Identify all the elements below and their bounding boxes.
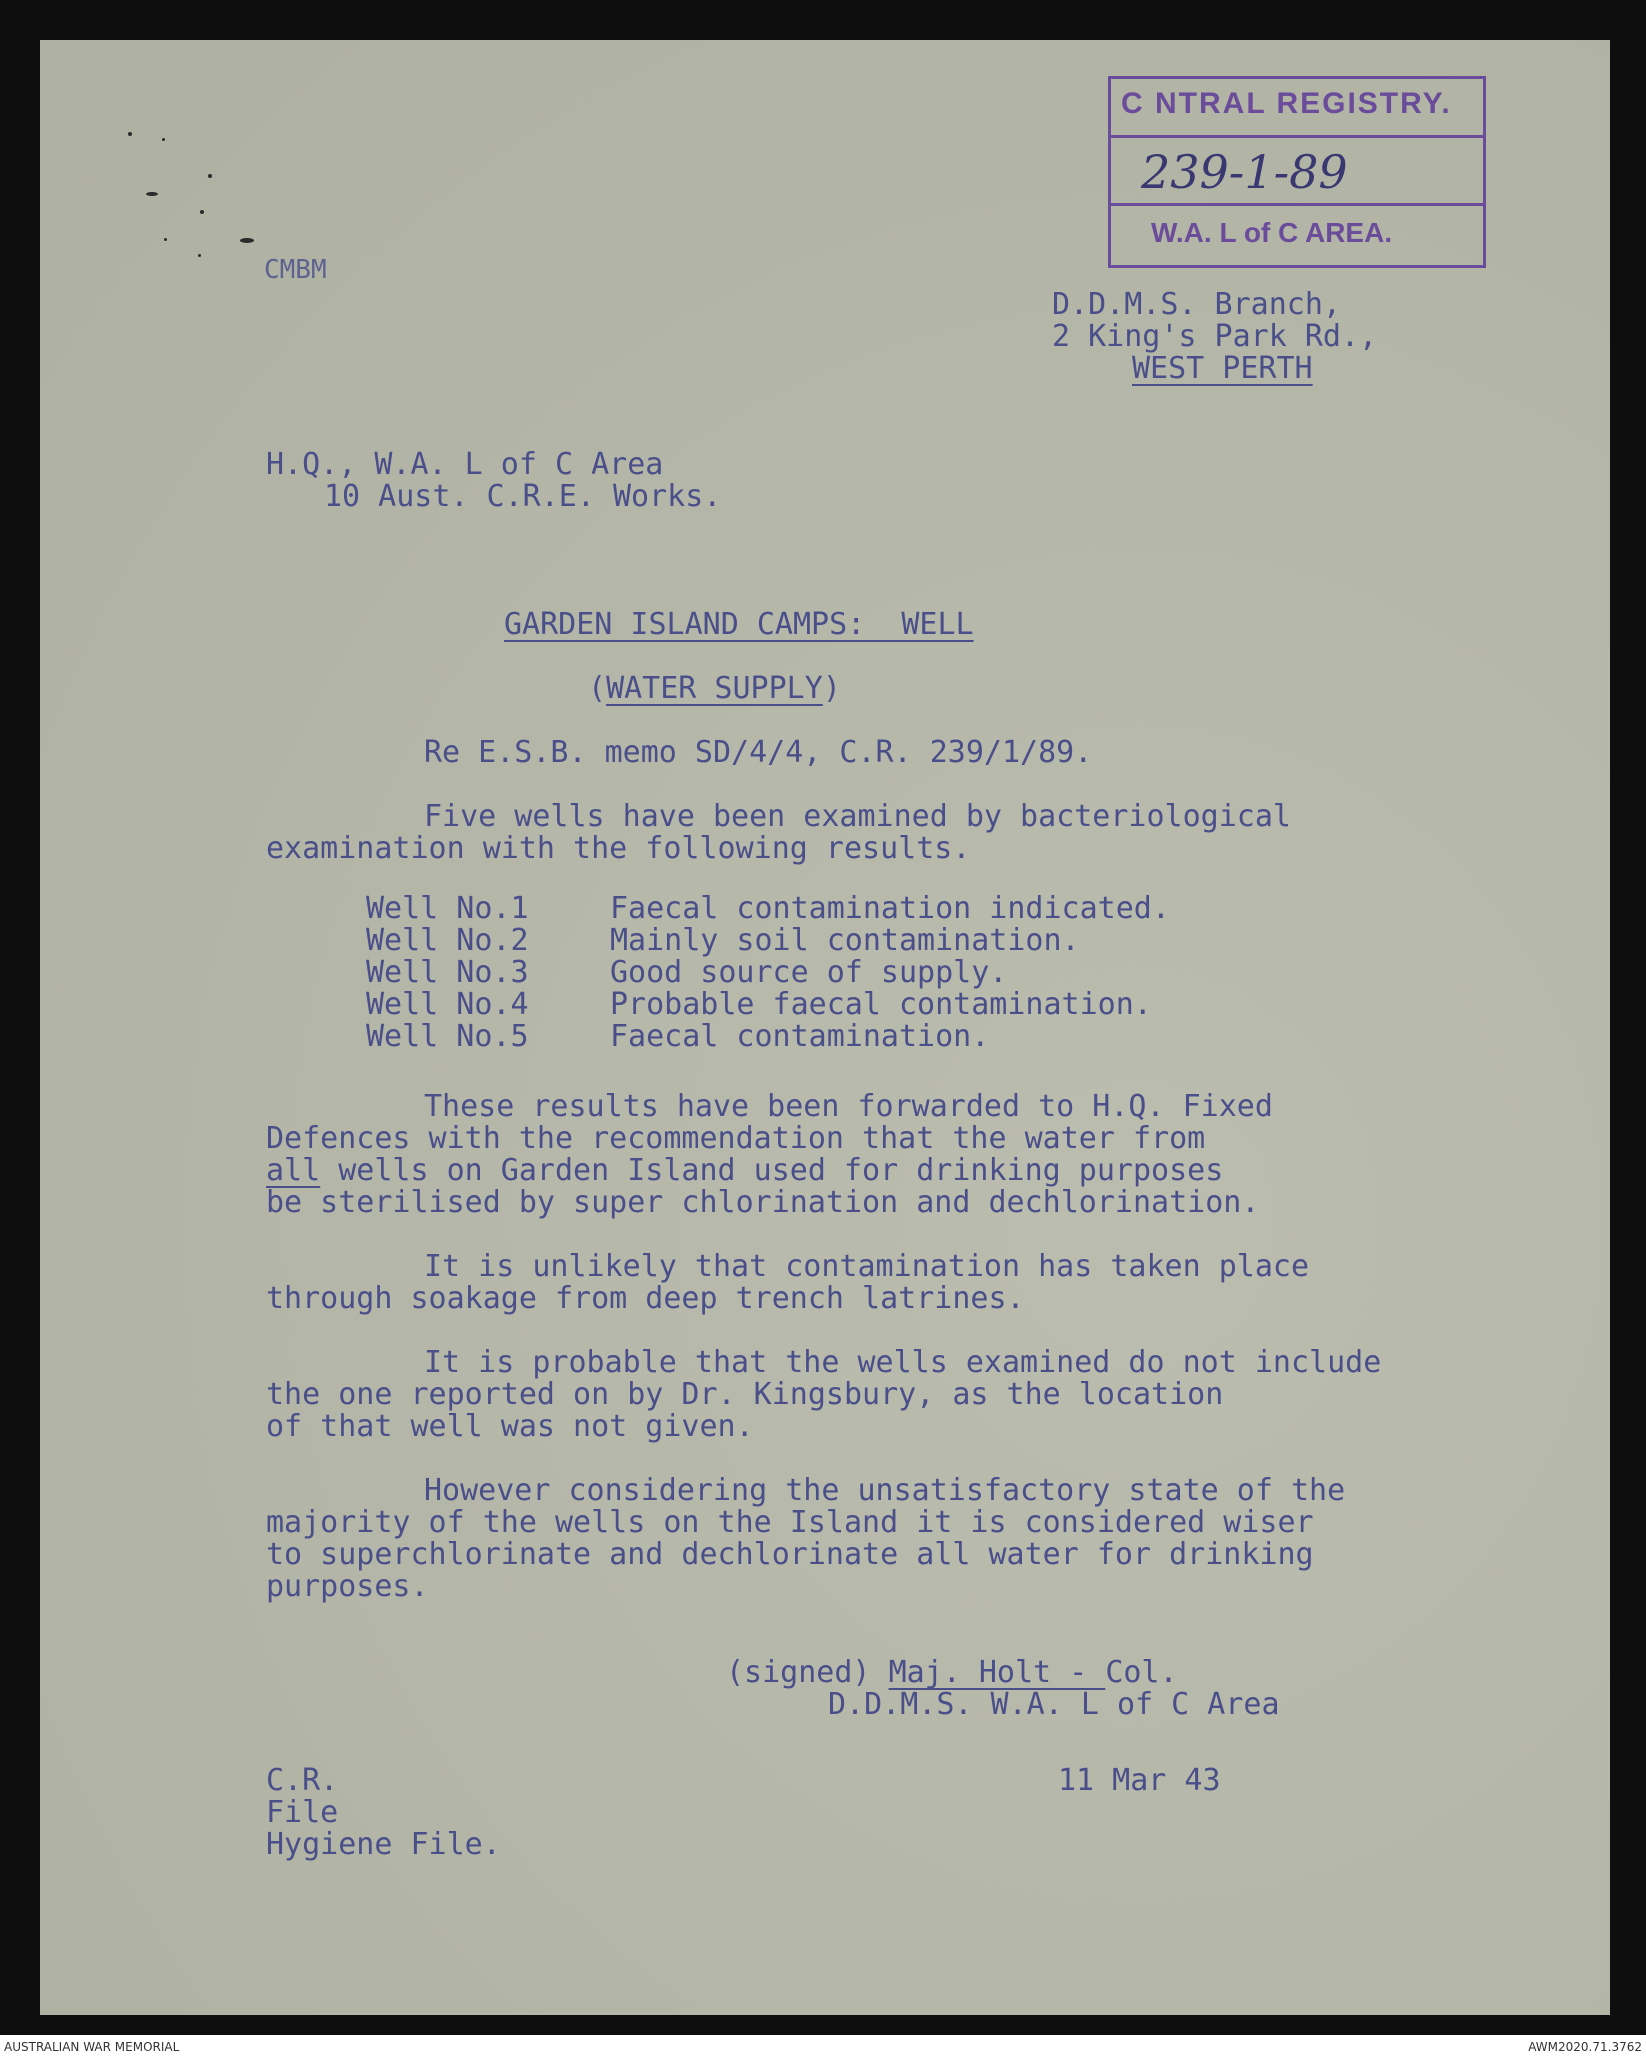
well-name: Well No.5 — [366, 1019, 529, 1054]
footer-accession-number: AWM2020.71.3762 — [1528, 2040, 1642, 2054]
document-page — [40, 40, 1610, 2015]
well-name: Well No.1 — [366, 891, 529, 926]
well-result: Faecal contamination. — [610, 1019, 990, 1054]
subtitle-text: WATER SUPPLY — [606, 671, 823, 706]
sender-line-2: 2 King's Park Rd., — [1052, 319, 1378, 354]
well-result: Faecal contamination indicated. — [610, 891, 1170, 926]
pin-mark — [162, 138, 165, 141]
central-registry-stamp — [1108, 76, 1486, 268]
well-result: Probable faecal contamination. — [610, 987, 1152, 1022]
para5-line-2: majority of the wells on the Island it is considered wiser — [266, 1505, 1314, 1540]
para4-line-3: of that well was not given. — [266, 1409, 754, 1444]
intro-line-1: Five wells have been examined by bacteriological — [424, 799, 1291, 834]
pin-mark — [128, 132, 132, 136]
para4-line-1: It is probable that the wells examined do not include — [424, 1345, 1382, 1380]
pin-mark — [164, 238, 167, 241]
para2-line-3-rest: wells on Garden Island used for drinking purposes — [320, 1153, 1224, 1188]
well-name: Well No.3 — [366, 955, 529, 990]
well-name: Well No.4 — [366, 987, 529, 1022]
para2-line-2: Defences with the recommendation that the water from — [266, 1121, 1206, 1156]
signature-prefix: (signed) — [726, 1655, 889, 1690]
stamp-divider — [1111, 135, 1483, 138]
sender-line-1: D.D.M.S. Branch, — [1052, 287, 1341, 322]
pin-mark — [198, 254, 201, 257]
well-result: Good source of supply. — [610, 955, 1008, 990]
well-name: Well No.2 — [366, 923, 529, 958]
well-result: Mainly soil contamination. — [610, 923, 1080, 958]
memo-reference: Re E.S.B. memo SD/4/4, C.R. 239/1/89. — [424, 735, 1093, 770]
para5-line-1: However considering the unsatisfactory state of the — [424, 1473, 1346, 1508]
pin-mark — [146, 192, 158, 196]
distribution-item: C.R. — [266, 1763, 339, 1798]
document-subtitle: (WATER SUPPLY) — [588, 671, 841, 706]
para5-line-3: to superchlorinate and dechlorinate all water for drinking — [266, 1537, 1314, 1572]
para4-line-2: the one reported on by Dr. Kingsbury, as the location — [266, 1377, 1224, 1412]
para3-line-1: It is unlikely that contamination has taken place — [424, 1249, 1310, 1284]
pin-mark — [240, 238, 254, 243]
intro-line-2: examination with the following results. — [266, 831, 971, 866]
para2-line-3 — [266, 1155, 1223, 1187]
para3-line-2: through soakage from deep trench latrines. — [266, 1281, 1025, 1316]
signature-line — [726, 1657, 1178, 1689]
distribution-item: Hygiene File. — [266, 1827, 501, 1862]
stamp-file-number: 239-1-89 — [1141, 145, 1348, 199]
document-date: 11 Mar 43 — [1058, 1763, 1221, 1798]
signatory-title: D.D.M.S. W.A. L of C Area — [828, 1687, 1280, 1722]
pin-mark — [200, 210, 204, 214]
document-title: GARDEN ISLAND CAMPS: WELL — [504, 607, 974, 642]
stamp-heading: C NTRAL REGISTRY. — [1121, 87, 1452, 120]
stamp-divider — [1111, 203, 1483, 206]
pin-mark — [208, 174, 212, 178]
sender-line-3: WEST PERTH — [1132, 351, 1313, 386]
para2-line-4: be sterilised by super chlorination and dechlorination. — [266, 1185, 1260, 1220]
para5-line-4: purposes. — [266, 1569, 429, 1604]
reference-initials: CMBM — [264, 255, 327, 285]
stamp-area: W.A. L of C AREA. — [1151, 217, 1393, 248]
signatory-name: Maj. Holt - — [888, 1655, 1106, 1690]
footer-source: AUSTRALIAN WAR MEMORIAL — [4, 2040, 180, 2054]
recipient-line-2: 10 Aust. C.R.E. Works. — [324, 479, 722, 514]
recipient-line-1: H.Q., W.A. L of C Area — [266, 447, 664, 482]
signatory-rank: Col. — [1105, 1655, 1178, 1690]
para2-line-1: These results have been forwarded to H.Q. Fixed — [424, 1089, 1273, 1124]
emphasis-all: all — [266, 1153, 321, 1188]
distribution-item: File — [266, 1795, 339, 1830]
